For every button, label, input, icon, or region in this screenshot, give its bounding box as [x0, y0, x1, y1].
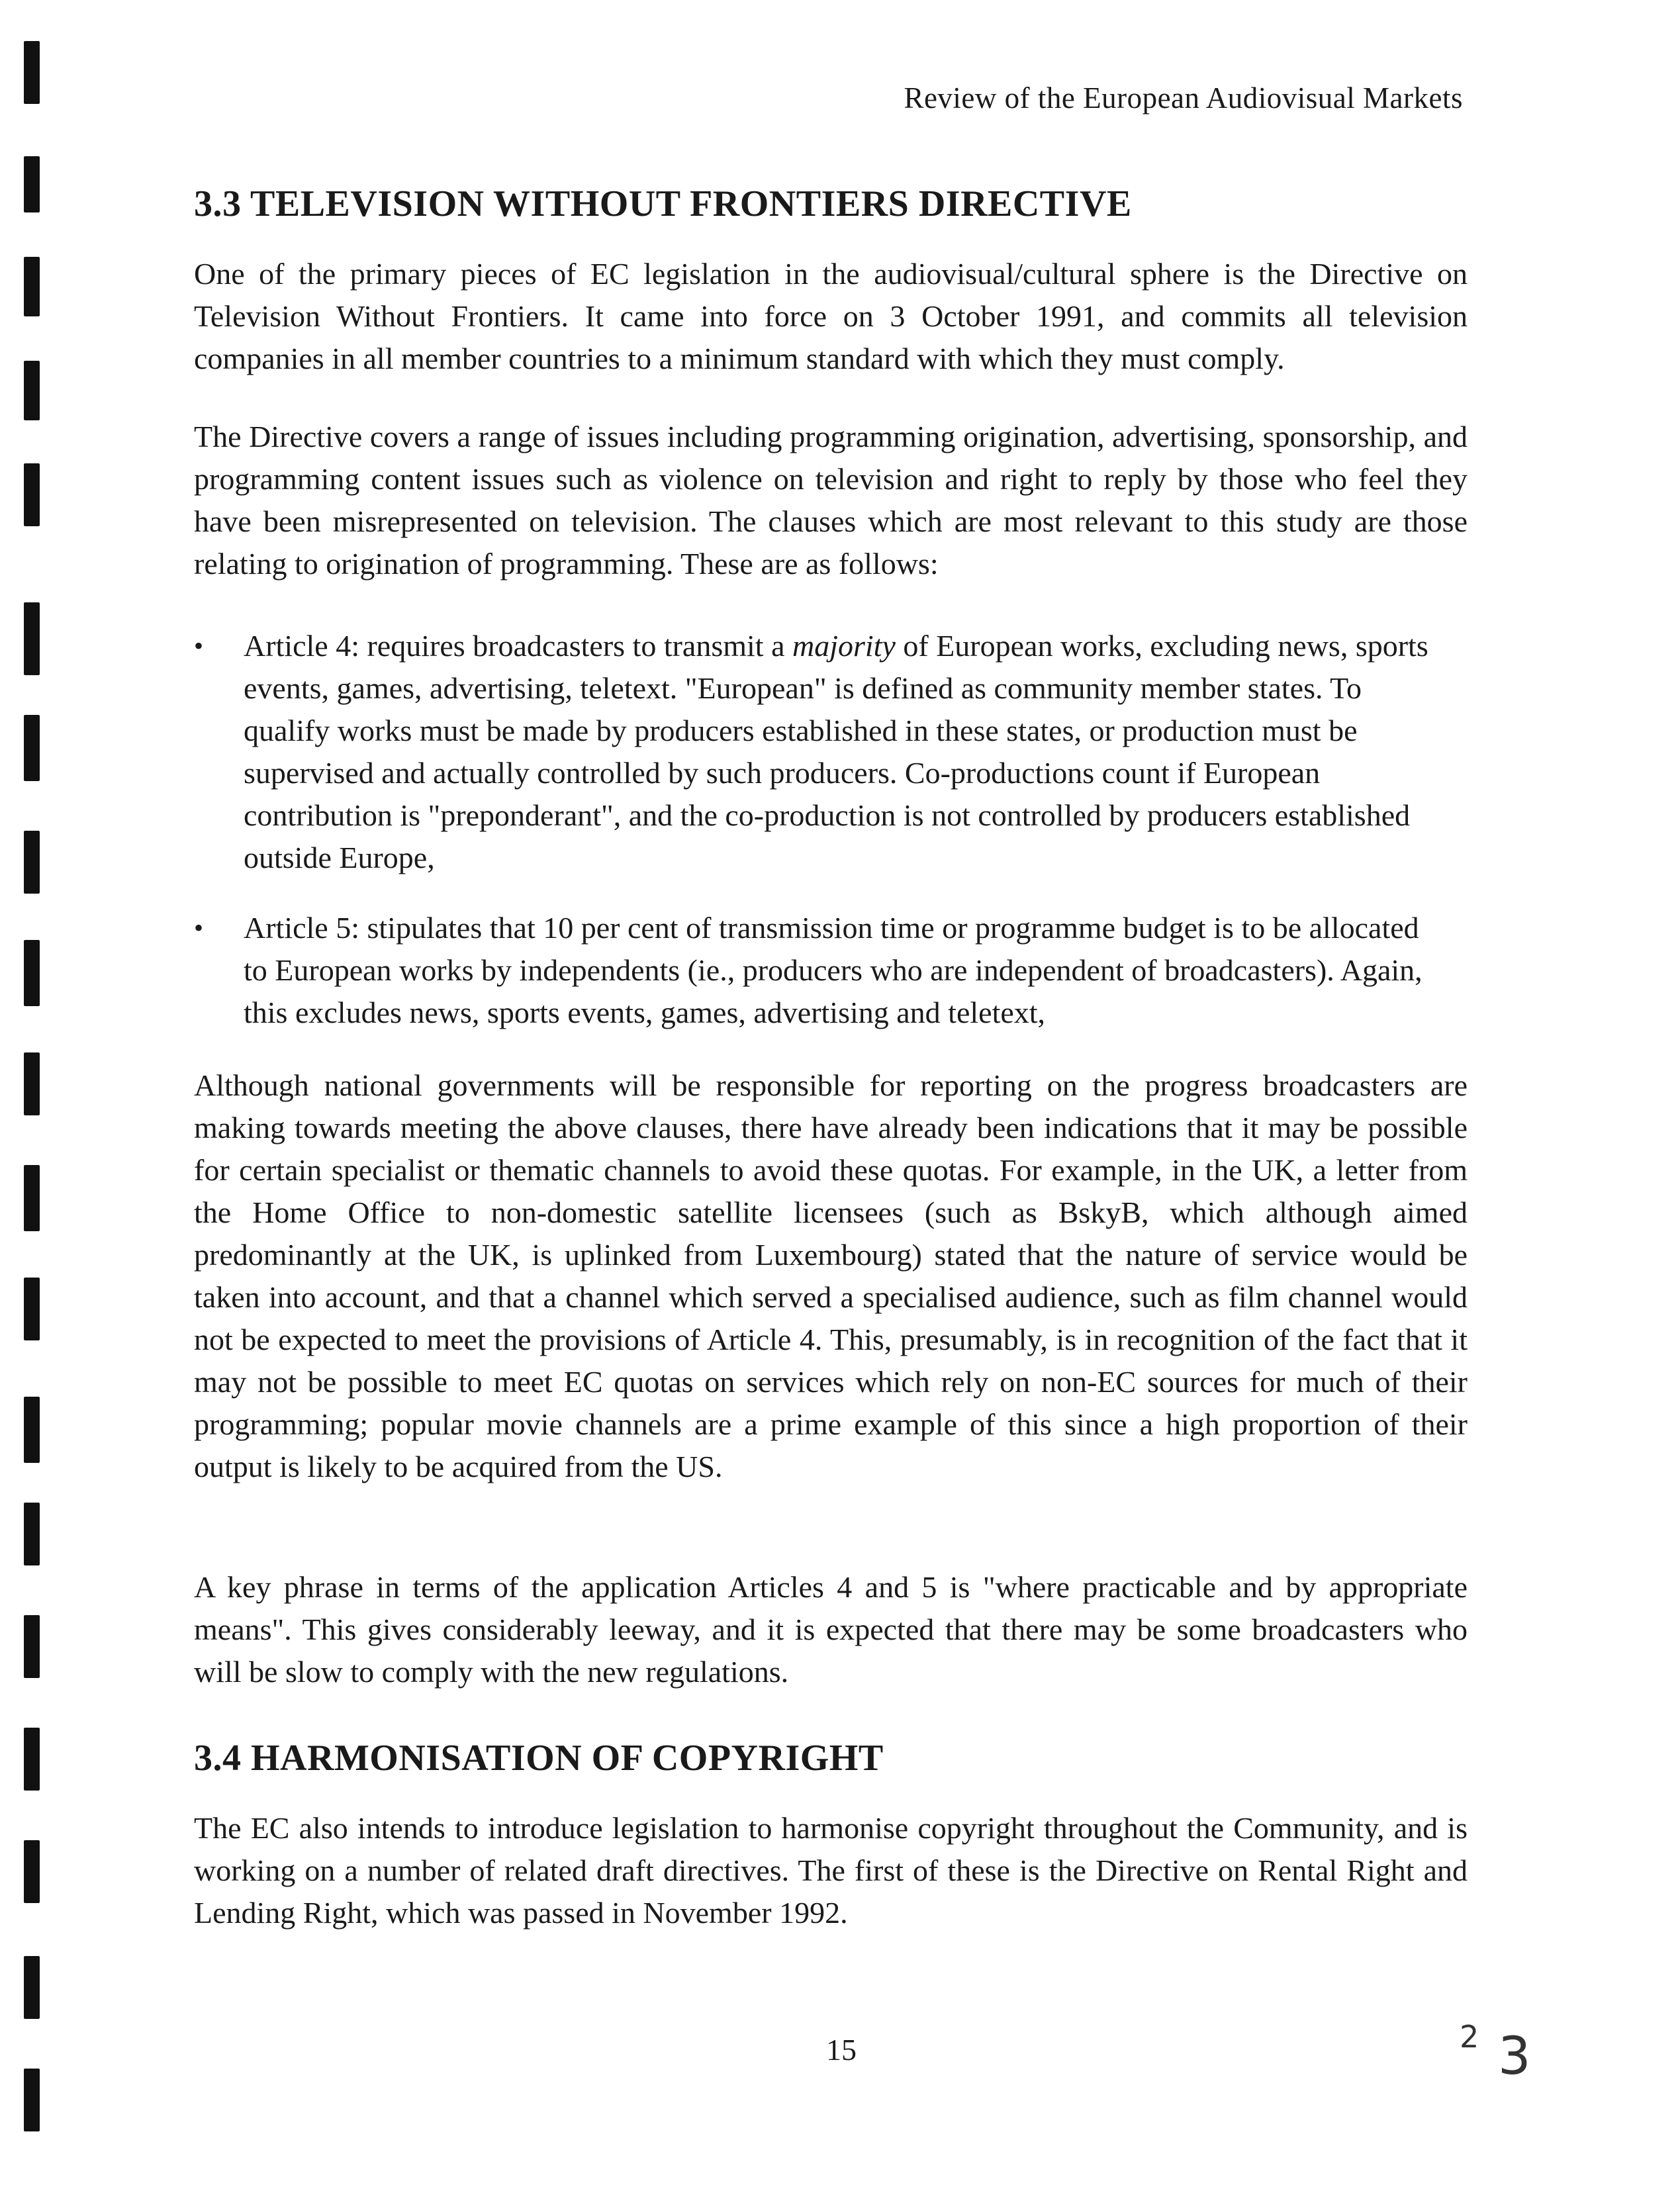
binding-bar	[24, 602, 40, 675]
emphasis: majority	[792, 629, 896, 663]
paragraph: The Directive covers a range of issues including programming origination, advertising, sponsorship, and programming content issues such as violence on television and right to reply by those who feel they have been misrepresented on television. The clauses which are most relevant to this study are those relating to origination of programming. These are as follows:	[194, 420, 1468, 581]
bullet-marker: •	[194, 631, 204, 661]
section-heading-3-4: 3.4 HARMONISATION OF COPYRIGHT	[194, 1738, 884, 1779]
paragraph: One of the primary pieces of EC legislation in the audiovisual/cultural sphere is the Directive on Television Without Frontiers. It came into force on 3 October 1991, and commits all television companies in all member countries to a minimum standard with which they must comply.	[194, 257, 1468, 375]
binding-bar	[24, 41, 40, 104]
list-item-text: Article 5: stipulates that 10 per cent of transmission time or programme budget is to be allocated to European works by independents (ie., producers who are independent of broadcasters). Again, this excludes news, sports events, games, advertising and teletext,	[244, 911, 1423, 1029]
paragraph: A key phrase in terms of the application Articles 4 and 5 is "where practicable and by appropriate means". This gives considerably leeway, and it is expected that there may be some broadcasters who will be slow to comply with the new regulations.	[194, 1570, 1468, 1689]
list-item-text	[244, 625, 1448, 879]
section-heading-3-3: 3.3 TELEVISION WITHOUT FRONTIERS DIRECTIVE	[194, 183, 1132, 224]
binding-bar	[24, 1615, 40, 1678]
binding-bar	[24, 1503, 40, 1565]
paragraph: Although national governments will be responsible for reporting on the progress broadcasters are making towards meeting the above clauses, there have already been indications that it may be possible for certain specialist or thematic channels to avoid these quotas. For example, in the UK, a letter from the Home Office to non-domestic satellite licensees (such as BskyB, which although aimed predominantly at the UK, is uplinked from Luxembourg) stated that the nature of service would be taken into account, and that a channel which served a specialised audience, such as film channel would not be expected to meet the provisions of Article 4. This, presumably, is in recognition of the fact that it may not be possible to meet EC quotas on services which rely on non-EC sources for much of their programming; popular movie channels are a prime example of this since a high proportion of their output is likely to be acquired from the US.	[194, 1068, 1468, 1483]
page-number: 15	[826, 2033, 857, 2067]
binding-bar	[24, 2069, 40, 2131]
binding-bar	[24, 715, 40, 781]
binding-bar	[24, 1840, 40, 1903]
binding-bar	[24, 1278, 40, 1340]
binding-bar	[24, 940, 40, 1006]
handwritten-mark: 3	[1498, 2027, 1531, 2086]
handwritten-mark: 2	[1460, 2019, 1479, 2055]
binding-bar	[24, 831, 40, 894]
binding-bar	[24, 1052, 40, 1115]
list-item-text-part: of European works, excluding news, sports events, games, advertising, teletext. "European" is defined as community member states. To qualify works must be made by producers established in these states, or production must be supervised and actually controlled by such producers. Co-productions count if European contribution is "preponderant", and the co-production is not controlled by producers established outside Europe,	[244, 629, 1428, 874]
running-header: Review of the European Audiovisual Markets	[904, 81, 1463, 115]
binding-bar	[24, 156, 40, 212]
binding-bar	[24, 463, 40, 526]
binding-bar	[24, 361, 40, 420]
binding-bar	[24, 1728, 40, 1791]
binding-bar	[24, 257, 40, 316]
binding-bar	[24, 1956, 40, 2019]
paragraph: The EC also intends to introduce legislation to harmonise copyright throughout the Community, and is working on a number of related draft directives. The first of these is the Directive on Rental Right and Lending Right, which was passed in November 1992.	[194, 1811, 1468, 1930]
bullet-marker: •	[194, 913, 204, 943]
binding-bar	[24, 1397, 40, 1463]
list-item-text-part: Article 4: requires broadcasters to transmit a	[244, 629, 792, 663]
binding-strip	[24, 0, 45, 2193]
binding-bar	[24, 1165, 40, 1231]
